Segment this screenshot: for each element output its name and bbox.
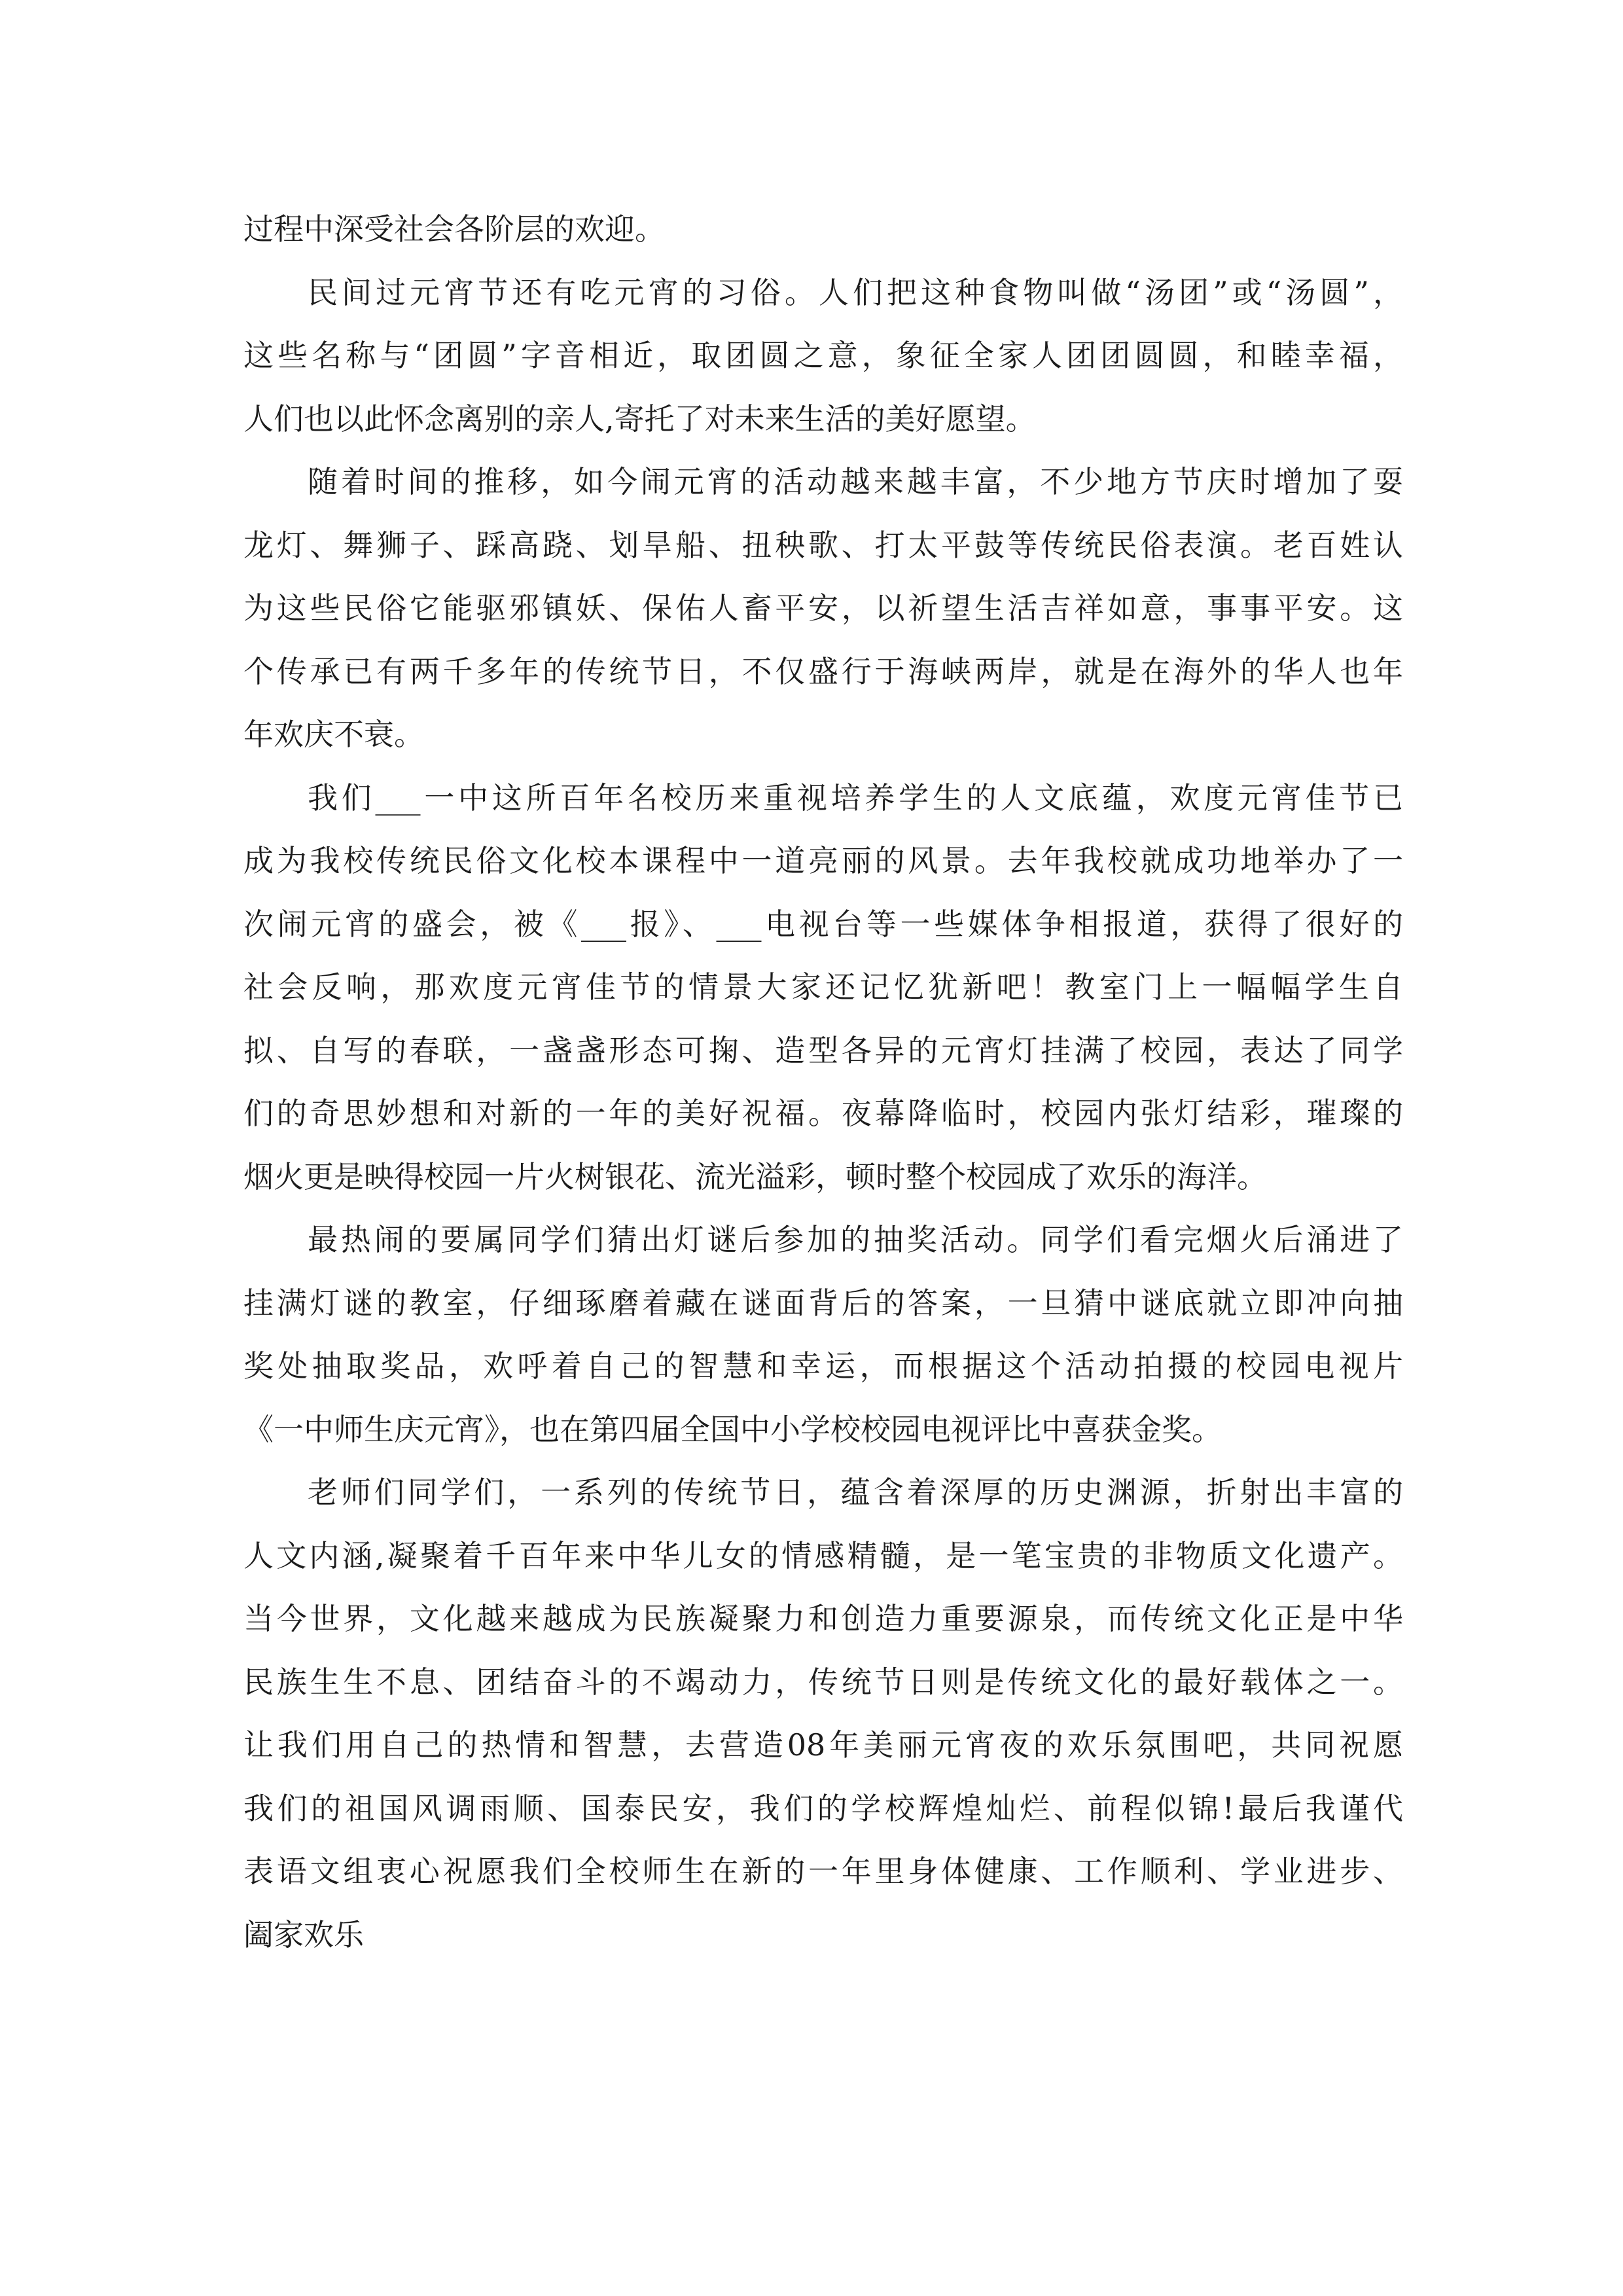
text-line: 我们的祖国风调雨顺、国泰民安，我们的学校辉煌灿烂、前程似锦!最后我谨代 xyxy=(243,1790,1403,1826)
paragraph-closing-wishes xyxy=(243,1461,1403,1966)
text-line: 挂满灯谜的教室，仔细琢磨着藏在谜面背后的答案，一旦猜中谜底就立即冲向抽 xyxy=(243,1285,1403,1321)
text-line: 为这些民俗它能驱邪镇妖、保佑人畜平安，以祈望生活吉祥如意，事事平安。这 xyxy=(243,590,1403,626)
text-line: 年欢庆不衰。 xyxy=(243,717,424,752)
text-line: 《一中师生庆元宵》，也在第四届全国中小学校校园电视评比中喜获金奖。 xyxy=(243,1411,1222,1447)
text-line: 民族生生不息、团结奋斗的不竭动力，传统节日则是传统文化的最好载体之一。 xyxy=(243,1664,1403,1700)
text-line: 我们___一中这所百年名校历来重视培养学生的人文底蕴，欢度元宵佳节已 xyxy=(308,780,1403,816)
text-line: 们的奇思妙想和对新的一年的美好祝福。夜幕降临时，校园内张灯结彩，璀璨的 xyxy=(243,1096,1403,1131)
text-line: 奖处抽取奖品，欢呼着自己的智慧和幸运，而根据这个活动拍摄的校园电视片 xyxy=(243,1348,1403,1384)
text-line: 拟、自写的春联，一盏盏形态可掬、造型各异的元宵灯挂满了校园，表达了同学 xyxy=(243,1032,1403,1068)
text-line: 人们也以此怀念离别的亲人,寄托了对未来生活的美好愿望。 xyxy=(243,401,1036,437)
paragraph-school-event xyxy=(243,766,1403,1209)
text-line: 龙灯、舞狮子、踩高跷、划旱船、扭秧歌、打太平鼓等传统民俗表演。老百姓认 xyxy=(243,527,1403,563)
text-line: 让我们用自己的热情和智慧，去营造08年美丽元宵夜的欢乐氛围吧，共同祝愿 xyxy=(243,1727,1403,1763)
text-line: 阖家欢乐 xyxy=(243,1916,364,1952)
paragraph-lantern-riddles xyxy=(243,1208,1403,1461)
paragraph-continuation xyxy=(243,198,1403,261)
text-line: 次闹元宵的盛会，被《___报》、___电视台等一些媒体争相报道，获得了很好的 xyxy=(243,906,1403,942)
text-line: 这些名称与“团圆”字音相近，取团圆之意，象征全家人团团圆圆，和睦幸福， xyxy=(243,338,1403,373)
text-line: 老师们同学们，一系列的传统节日，蕴含着深厚的历史渊源，折射出丰富的 xyxy=(308,1475,1403,1510)
text-line: 社会反响，那欢度元宵佳节的情景大家还记忆犹新吧！教室门上一幅幅学生自 xyxy=(243,969,1403,1005)
text-line: 成为我校传统民俗文化校本课程中一道亮丽的风景。去年我校就成功地举办了一 xyxy=(243,843,1403,878)
document-body xyxy=(243,198,1403,1966)
text-line: 当今世界，文化越来越成为民族凝聚力和创造力重要源泉，而传统文化正是中华 xyxy=(243,1601,1403,1636)
text-line: 烟火更是映得校园一片火树银花、流光溢彩，顿时整个校园成了欢乐的海洋。 xyxy=(243,1158,1267,1194)
text-line: 人文内涵,凝聚着千百年来中华儿女的情感精髓，是一笔宝贵的非物质文化遗产。 xyxy=(243,1537,1403,1573)
paragraph-folk-performances xyxy=(243,450,1403,766)
text-line: 表语文组衷心祝愿我们全校师生在新的一年里身体健康、工作顺利、学业进步、 xyxy=(243,1854,1403,1889)
text-line: 民间过元宵节还有吃元宵的习俗。人们把这种食物叫做“汤团”或“汤圆”， xyxy=(308,274,1403,310)
text-line: 最热闹的要属同学们猜出灯谜后参加的抽奖活动。同学们看完烟火后涌进了 xyxy=(308,1222,1403,1257)
text-line: 过程中深受社会各阶层的欢迎。 xyxy=(243,211,665,247)
paragraph-yuanxiao-food xyxy=(243,261,1403,451)
text-line: 个传承已有两千多年的传统节日，不仅盛行于海峡两岸，就是在海外的华人也年 xyxy=(243,653,1403,689)
text-line: 随着时间的推移，如今闹元宵的活动越来越丰富，不少地方节庆时增加了耍 xyxy=(308,464,1403,499)
